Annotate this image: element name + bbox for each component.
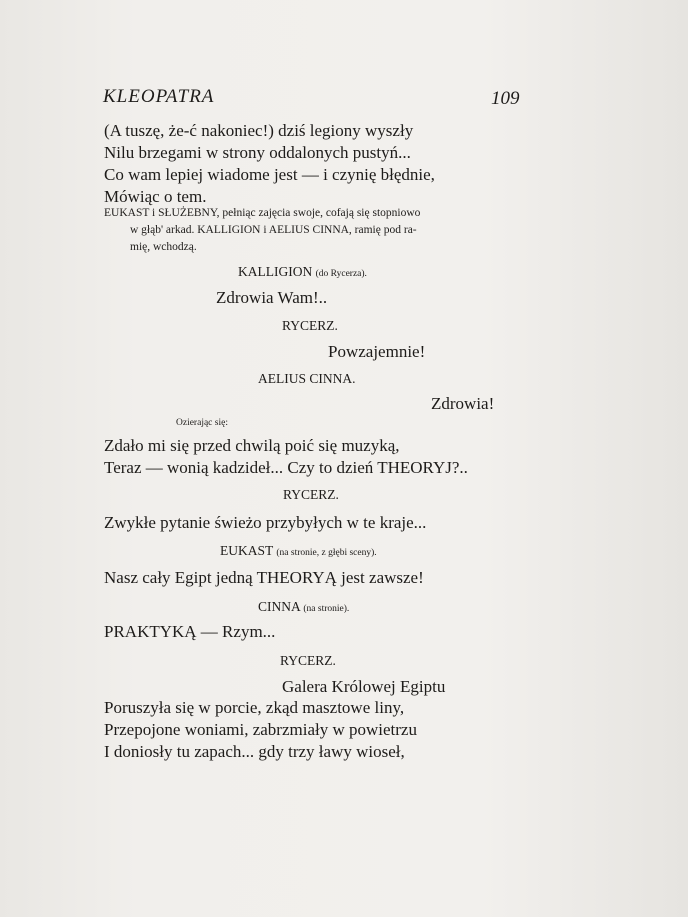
dialogue-line: PRAKTYKĄ — Rzym... <box>104 622 276 641</box>
stage-direction-line: w głąb' arkad. KALLIGION i AELIUS CINNA, ramię pod ra- <box>130 224 417 236</box>
verse-line: Co wam lepiej wiadome jest — i czynię błędnie, <box>104 165 435 184</box>
speaker-heading <box>283 487 339 503</box>
dialogue-line: Nasz cały Egipt jedną THEORYĄ jest zawsze! <box>104 568 424 587</box>
dialogue-line: Zdrowia Wam!.. <box>216 288 328 307</box>
dialogue-line: Zwykłe pytanie świeżo przybyłych w te kraje... <box>104 513 427 532</box>
verse-line: Poruszyła się w porcie, zkąd masztowe liny, <box>104 698 405 717</box>
verse-line: Teraz — wonią kadzideł... Czy to dzień THEORYJ?.. <box>104 458 468 477</box>
verse-line: Mówiąc o tem. <box>104 187 207 206</box>
verse-line: (A tuszę, że-ć nakoniec!) dziś legiony wyszły <box>104 121 414 140</box>
dialogue-line: Zdrowia! <box>431 394 495 413</box>
speaker-heading <box>280 653 336 669</box>
speaker-name: EUKAST <box>220 543 274 558</box>
verse-line: Zdało mi się przed chwilą poić się muzyką, <box>104 436 400 455</box>
stage-direction-line: EUKAST i SŁUŻEBNY, pełniąc zajęcia swoje, cofają się stopniowo <box>104 207 421 219</box>
stage-direction <box>104 205 528 256</box>
dialogue-line: Powzajemnie! <box>328 342 426 361</box>
speaker-heading <box>258 599 349 615</box>
speaker-name: RYCERZ. <box>283 487 339 502</box>
verse-line: I doniosły tu zapach... gdy trzy ławy wioseł, <box>104 742 405 761</box>
speaker-note: (na stronie, z głębi sceny). <box>276 548 377 558</box>
speaker-heading <box>220 543 377 559</box>
speaker-name: AELIUS CINNA. <box>258 371 356 386</box>
aside-note: Ozierając się: <box>176 418 228 428</box>
page-number: 109 <box>491 88 520 109</box>
dialogue-line: Galera Królowej Egiptu <box>282 677 446 696</box>
speaker-heading <box>282 318 338 334</box>
speaker-name: KALLIGION <box>238 264 313 279</box>
speaker-name: RYCERZ. <box>280 653 336 668</box>
running-header-title: KLEOPATRA <box>103 86 215 107</box>
speaker-name: CINNA <box>258 599 301 614</box>
speaker-note: (do Rycerza). <box>315 269 367 279</box>
stage-direction-line: mię, wchodzą. <box>130 241 197 253</box>
verse-line: Nilu brzegami w strony oddalonych pustyń... <box>104 143 411 162</box>
speaker-heading <box>238 264 367 280</box>
speaker-name: RYCERZ. <box>282 318 338 333</box>
verse-line: Przepojone woniami, zabrzmiały w powietrzu <box>104 720 417 739</box>
speaker-heading <box>258 371 356 387</box>
speaker-note: (na stronie). <box>303 604 350 614</box>
